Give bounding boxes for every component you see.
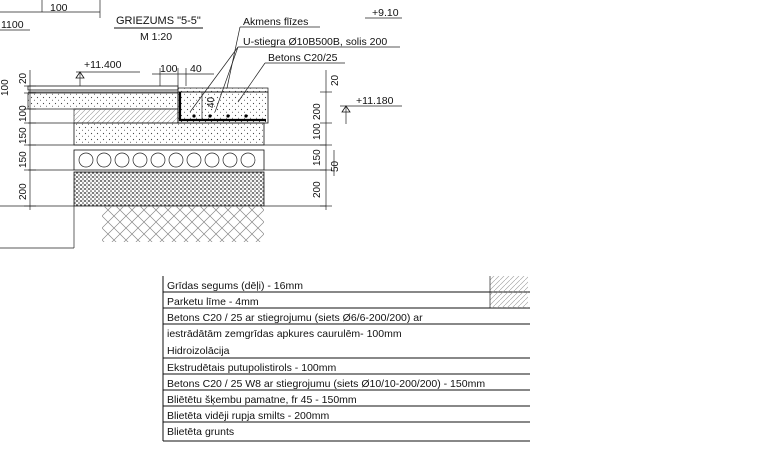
legend-row-5: Hidroizolācija <box>167 345 230 357</box>
section-scale: M 1:20 <box>140 31 173 43</box>
level-left <box>76 59 140 86</box>
dim-top-100: 100 <box>50 2 68 14</box>
legend-table <box>163 276 530 441</box>
section-title-block <box>114 15 203 43</box>
dim-inner-40: 40 <box>206 96 217 108</box>
dim-right-150: 150 <box>312 149 323 166</box>
legend-row-6: Ekstrudētais putupolistirols - 100mm <box>167 362 337 374</box>
level-left-label: +11.400 <box>84 59 122 71</box>
legend-row-7: Betons C20 / 25 W8 ar stiegrojumu (siets Ø10/10-200/200) - 150mm <box>167 378 486 390</box>
dim-inner-200: 200 <box>312 103 323 120</box>
legend-row-3: Betons C20 / 25 ar stiegrojumu (siets Ø6/6-200/200) ar <box>167 312 423 324</box>
callout-stone-tiles: Akmens flīzes <box>243 16 309 28</box>
legend-row-9: Blietēta vidēji rupja smilts - 200mm <box>167 410 330 422</box>
legend-row-8: Bliētētu šķembu pamatne, fr 45 - 150mm <box>167 394 357 406</box>
legend-row-10: Blietēta grunts <box>167 426 235 438</box>
dim-left-100a: 100 <box>0 79 11 96</box>
dim-left-1100: 1100 <box>1 19 24 31</box>
dim-top-100: 100 <box>160 63 178 75</box>
dim-right-50: 50 <box>330 160 341 172</box>
callout-rebar: U-stiegra Ø10B500B, solis 200 <box>243 36 388 48</box>
floor-section <box>0 86 268 248</box>
level-top-right: +9.10 <box>372 7 399 19</box>
level-right <box>340 95 402 124</box>
dim-left-20: 20 <box>18 72 29 84</box>
dim-top-40: 40 <box>190 63 202 75</box>
dim-left-100b: 100 <box>18 105 29 122</box>
legend-row-1: Grīdas segums (dēļi) - 16mm <box>167 280 303 292</box>
dim-right-200: 200 <box>312 181 323 198</box>
section-title: GRIEZUMS "5-5" <box>116 15 201 27</box>
top-fragment <box>0 0 402 31</box>
right-dimensions <box>264 70 341 210</box>
dim-left-150a: 150 <box>18 127 29 144</box>
legend-row-4: iestrādātām zemgrīdas apkures caurulēm- 100mm <box>167 328 402 340</box>
left-dimensions <box>0 70 74 210</box>
dim-left-200: 200 <box>18 183 29 200</box>
level-right-label: +11.180 <box>356 95 394 107</box>
dim-right-20: 20 <box>330 74 341 86</box>
legend-row-2: Parketu līme - 4mm <box>167 296 259 308</box>
dim-right-100: 100 <box>312 123 323 140</box>
dim-left-150b: 150 <box>18 151 29 168</box>
callout-concrete: Betons C20/25 <box>268 52 338 64</box>
